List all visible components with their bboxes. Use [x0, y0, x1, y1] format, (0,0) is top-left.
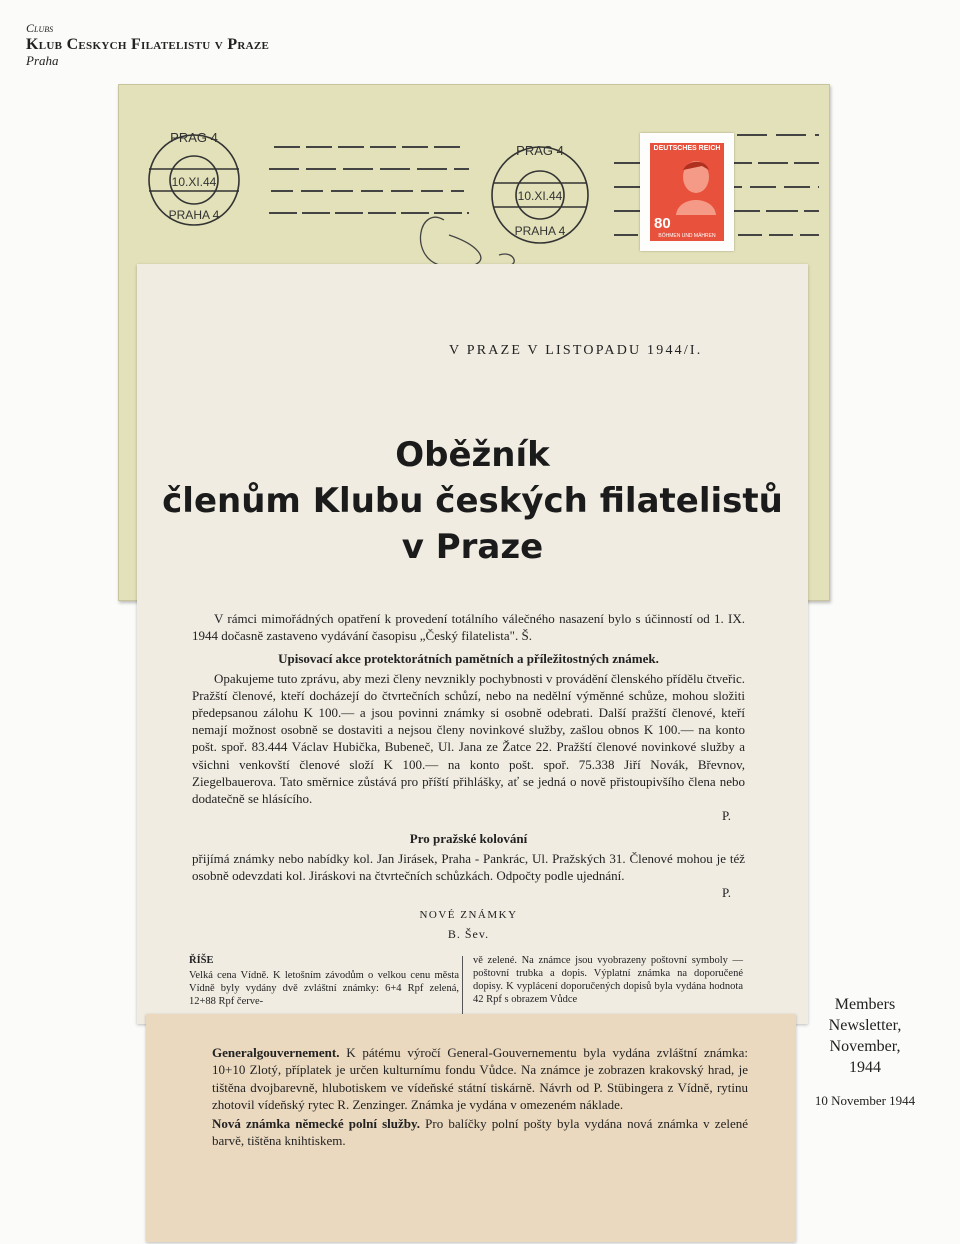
column-text: vě zelené. Na známce jsou vyobrazeny poštovní symboly — poštovní trubka a dopis. Výplatní známka na doporučené dopisy. K vyplácení doporučených dopisů byla vydána hodnota 42 Rpf s obrazem Vůdce: [473, 955, 743, 1005]
newsletter-title: [137, 432, 808, 570]
portrait-icon: [672, 157, 718, 215]
column-right: [473, 954, 743, 1006]
section-paragraph: Opakujeme tuto zprávu, aby mezi členy nevznikly pochybnosti v provádění členského přídělu čtveřic. Pražští členové, kteří docházejí do čtvrtečních schůzí, nebo na nedělní výměnné schůze, mohou složiti předepsanou zálohu K 100.— a jsou povinni známky si osobně odebrati. Další pražští členové, kteří nemají možnost osobně se dostaviti a nejsou členy novinkové služby, zašlou obnos K 100.— na konto pošt. spoř. 83.444 Václav Hubička, Bubeneč, Ul. Jana ze Žatce 22. Pražští členové novinkové služby a všichni venkovští členové složí K 100.— na konto pošt. spoř. 75.338 Jiří Novák, Břevnov, Ziegelbauerova. Tato směrnice zůstává pro příští přihlášky, ať se jedná o nově přistoupivšího člena nebo dodatečně se hlásícího.: [192, 670, 745, 807]
clipping-body: K pátému výročí General-Gouvernementu byla vydána zvláštní známka: 10+10 Zlotý, příplatek je určen kulturnímu fondu Vůdce. Na známce je zobrazen krakovský hrad, je tištěna dvojbarevně, hlubotiskem ve vídeňské státní tiskárně. Návrh od P. Stübingera z Vídně, rytinu zhotovil vídeňský rytec R. Zenzinger. Známka je vydána v omezeném náklade.: [212, 1045, 748, 1112]
section-heading: NOVÉ ZNÁMKY: [419, 909, 518, 922]
newspaper-clipping: [146, 1014, 796, 1242]
column-text: Velká cena Vídně. K letošním závodům o velkou cenu města Vídně byly vydány dvě zvláštní známky: 6+4 Rpf zelená, 12+88 Rpf červe-: [189, 970, 459, 1007]
section-heading: Pro pražské kolování: [409, 831, 528, 847]
postmark-left-date: 10.XI.44: [171, 175, 217, 189]
signature: P.: [721, 808, 731, 824]
column-divider: [462, 956, 463, 1018]
clipping-body: Pro balíčky polní pošty byla vydána nová známka v zelené barvě, tištěna knihtiskem.: [212, 1116, 749, 1149]
title-line-2: členům Klubu českých filatelistů: [162, 481, 783, 521]
city-label: Praha: [26, 53, 59, 69]
club-name: Klub Ceskych Filatelistu v Praze: [26, 35, 270, 53]
column-left: [189, 954, 459, 1008]
stamp-value: 80: [654, 215, 671, 232]
clipping-lead: Nová známka německé polní služby.: [212, 1116, 421, 1132]
intro-paragraph: V rámci mimořádných opatření k provedení totálního válečného nasazení bylo s účinností od 1. IX. 1944 dočasně zastaveno vydávání časopisu „Český filatelista". Š.: [192, 611, 745, 644]
postage-stamp: [640, 133, 734, 251]
stamp-face: [650, 143, 724, 241]
postmark-right-bottom: PRAHA 4: [514, 224, 566, 238]
postmark-left-bottom: PRAHA 4: [168, 208, 220, 222]
section-author: B. Šev.: [447, 927, 490, 942]
stamp-footer: BÖHMEN UND MÄHREN: [658, 233, 716, 239]
handwriting-mark: [420, 217, 514, 265]
album-header: [26, 22, 269, 69]
clipping-paragraph: [212, 1115, 748, 1150]
section-heading: Upisovací akce protektorátních pamětních a příležitostných známek.: [278, 651, 659, 667]
clipping-text: [212, 1044, 748, 1150]
postmark-right-top: PRAG 4: [516, 143, 564, 158]
stamp-country: DEUTSCHES REICH: [653, 145, 721, 152]
title-line-3: v Praze: [401, 527, 544, 567]
note-description: Members Newsletter, November, 1944: [828, 996, 902, 1076]
note-date: 10 November 1944: [814, 1093, 916, 1108]
postmark-right-date: 10.XI.44: [517, 189, 563, 203]
newsletter-sheet: [137, 264, 808, 1024]
section-paragraph: přijímá známky nebo nabídky kol. Jan Jirásek, Praha - Pankrác, Ul. Pražských 31. Členové mohou je též osobně odevzdati kol. Jiráskovi na čtvrtečních schůzkách. Odpočty podle ujednání.: [192, 850, 745, 883]
title-line-1: Oběžník: [395, 435, 550, 475]
category-label: Clubs: [26, 21, 54, 35]
postmark-left-top: PRAG 4: [170, 130, 218, 145]
signature: P.: [721, 885, 731, 901]
clipping-lead: Generalgouvernement.: [212, 1045, 340, 1060]
clipping-paragraph: [212, 1044, 748, 1113]
dateline: V PRAZE V LISTOPADU 1944/I.: [449, 343, 703, 358]
column-heading: ŘÍŠE: [189, 955, 214, 966]
newsletter-body: [192, 610, 745, 944]
album-notes: [812, 994, 918, 1109]
